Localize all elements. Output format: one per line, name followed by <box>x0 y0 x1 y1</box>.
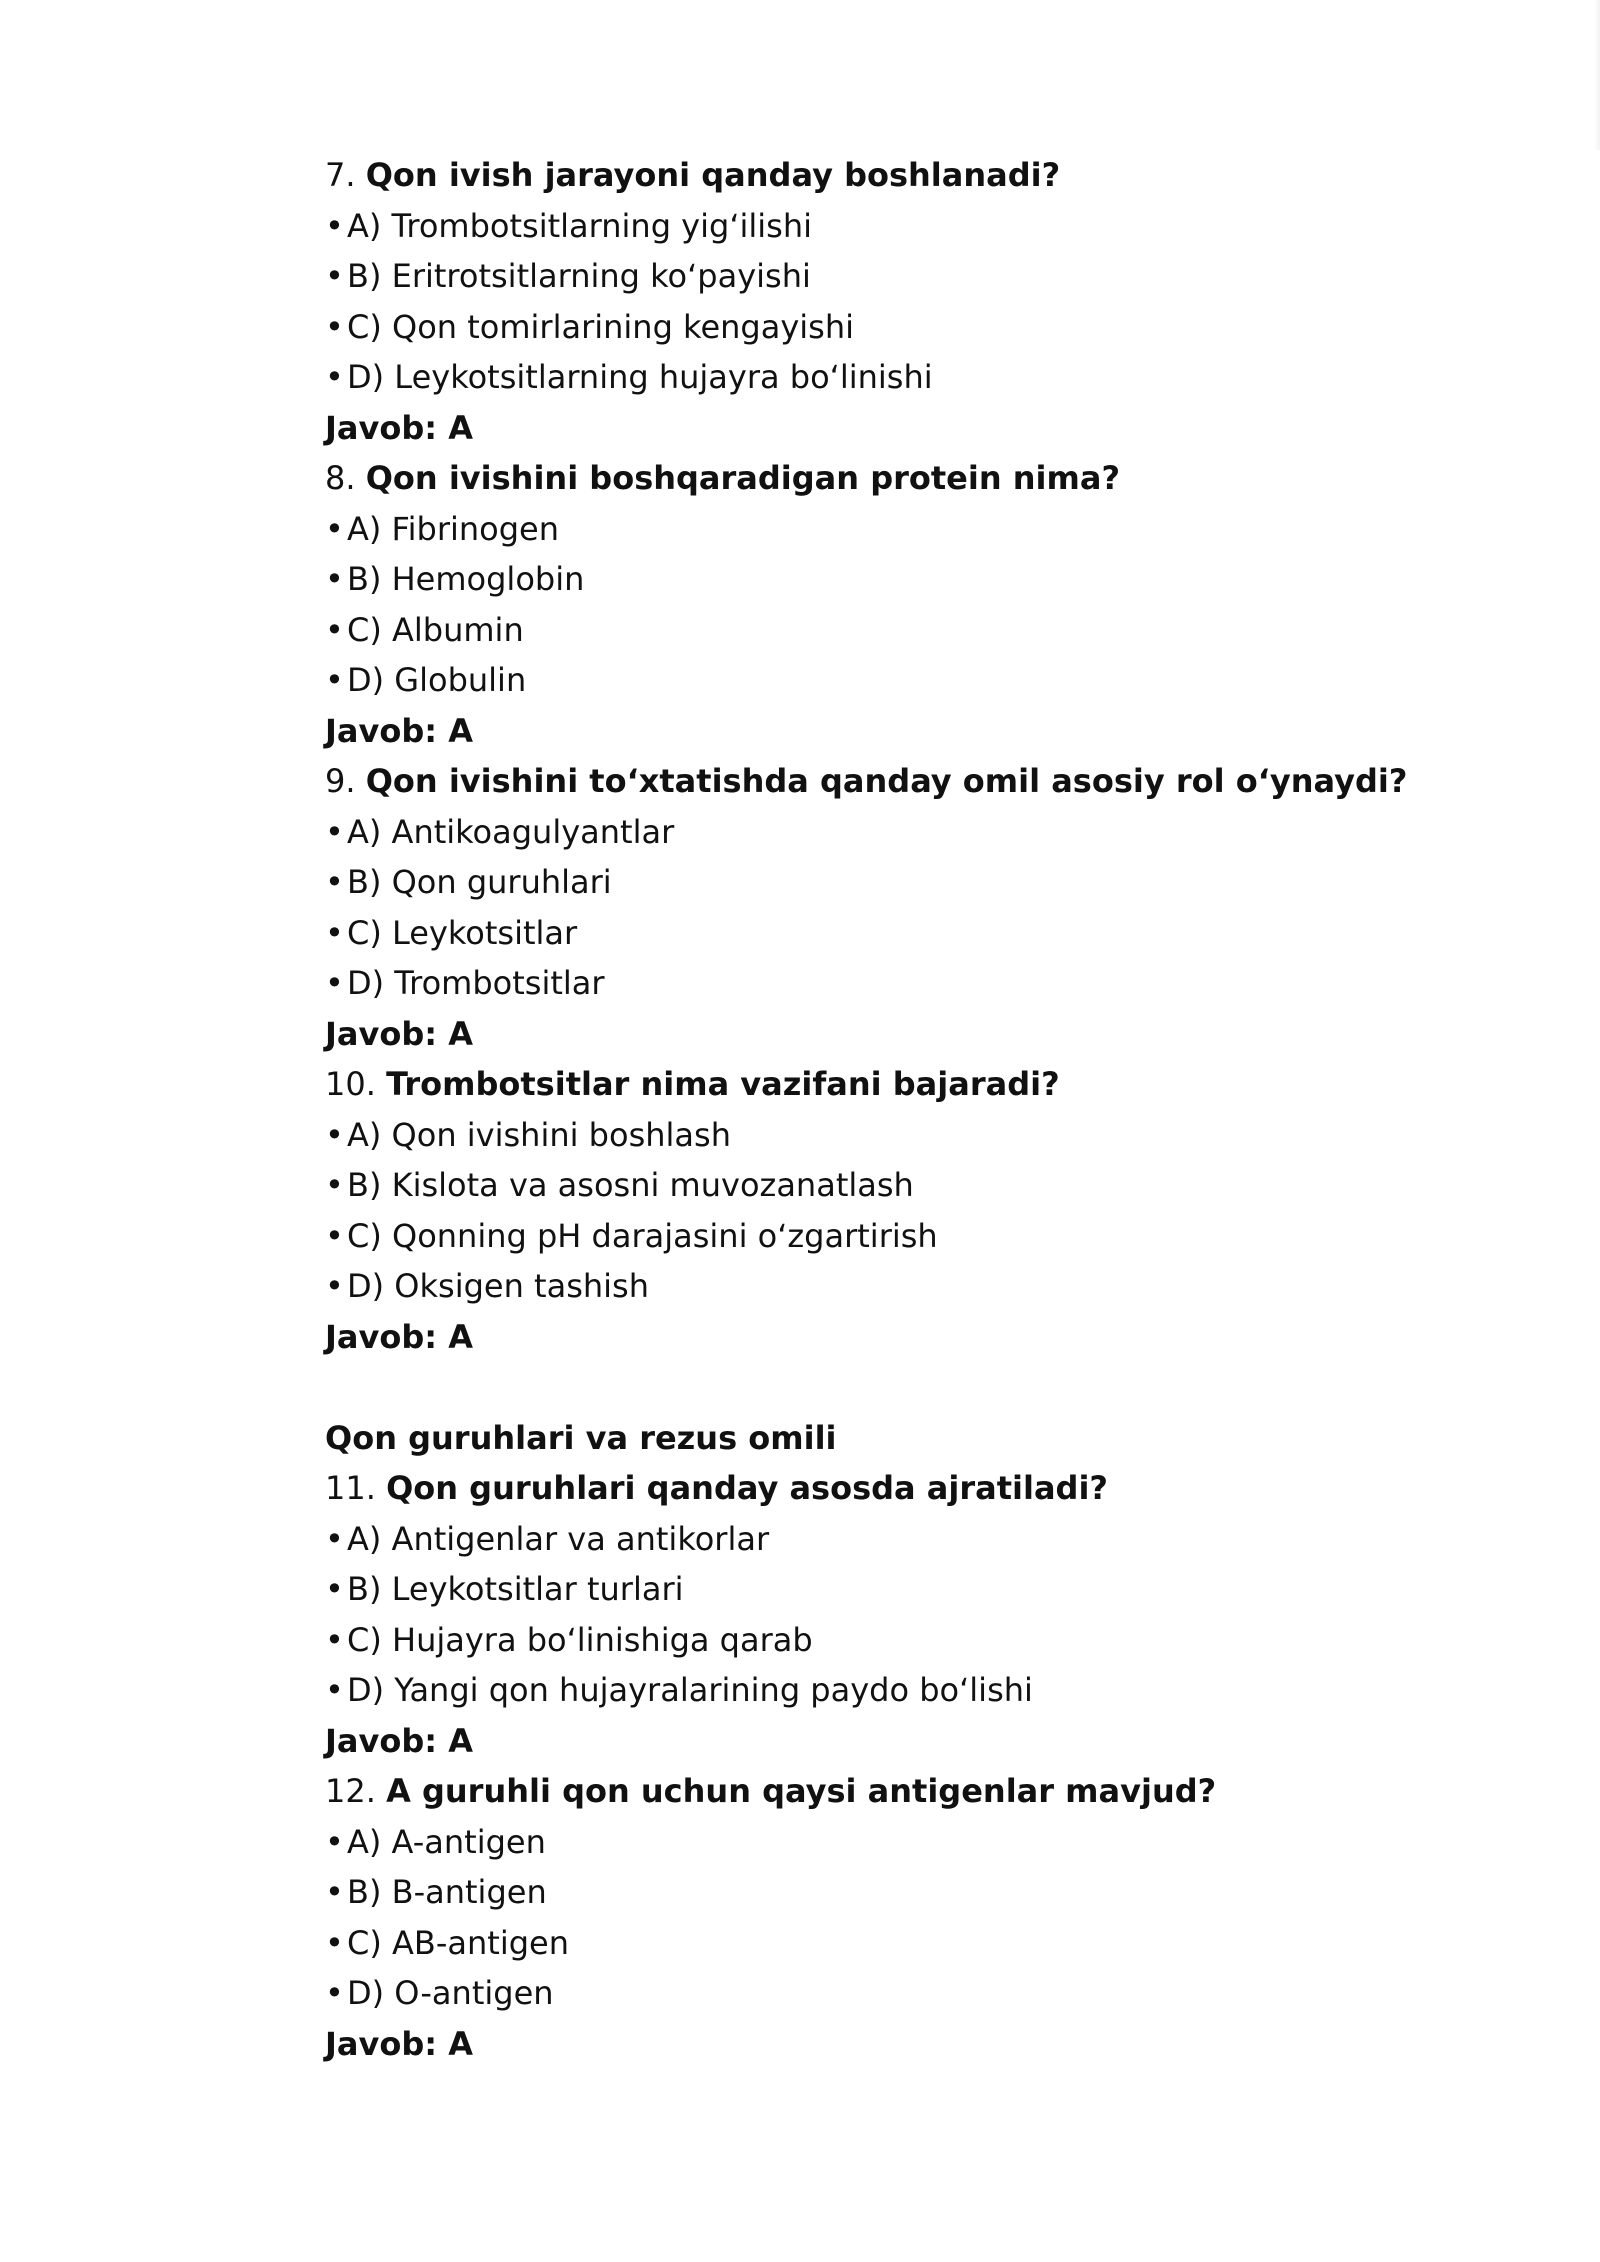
section-spacer <box>325 1362 1325 1413</box>
option-text: B) Leykotsitlar turlari <box>347 1570 684 1608</box>
option-text: D) Trombotsitlar <box>347 964 605 1002</box>
option-item <box>325 1160 1325 1211</box>
option-text: D) Globulin <box>347 661 527 699</box>
option-text: B) Hemoglobin <box>347 560 585 598</box>
option-text: B) Kislota va asosni muvozanatlash <box>347 1166 914 1204</box>
question-12 <box>325 1766 1325 1817</box>
option-item <box>325 302 1325 353</box>
bullet-icon: • <box>325 863 344 901</box>
option-item <box>325 201 1325 252</box>
question-text: Qon ivishini boshqaradigan protein nima? <box>365 459 1120 497</box>
option-text: B) Eritrotsitlarning ko‘payishi <box>347 257 811 295</box>
question-8 <box>325 453 1325 504</box>
option-item <box>325 1968 1325 2019</box>
question-7 <box>325 150 1325 201</box>
bullet-icon: • <box>325 206 344 245</box>
bullet-icon: • <box>325 1873 344 1911</box>
option-text: A) Antikoagulyantlar <box>347 812 675 851</box>
bullet-icon: • <box>325 964 344 1002</box>
option-item <box>325 1564 1325 1615</box>
bullet-icon: • <box>325 1570 344 1608</box>
bullet-icon: • <box>325 1216 344 1255</box>
bullet-icon: • <box>325 358 344 396</box>
option-item <box>325 1615 1325 1666</box>
bullet-icon: • <box>325 1671 344 1709</box>
answer-line: Javob: A <box>325 1317 473 1356</box>
question-number: 10. <box>325 1065 376 1103</box>
option-item <box>325 1867 1325 1918</box>
question-number: 7. <box>325 156 356 194</box>
option-text: A) Trombotsitlarning yig‘ilishi <box>347 206 812 245</box>
bullet-icon: • <box>325 1822 344 1861</box>
option-item <box>325 504 1325 555</box>
bullet-icon: • <box>325 812 344 851</box>
question-number: 8. <box>325 459 356 497</box>
answer-line: Javob: A <box>325 408 473 447</box>
bullet-icon: • <box>325 661 344 699</box>
page-edge-shadow <box>1594 0 1600 150</box>
answer-line: Javob: A <box>325 1014 473 1053</box>
option-text: D) Leykotsitlarning hujayra bo‘linishi <box>347 358 933 396</box>
option-item <box>325 1211 1325 1262</box>
option-item <box>325 807 1325 858</box>
option-item <box>325 352 1325 403</box>
option-item <box>325 1110 1325 1161</box>
question-text: Qon ivish jarayoni qanday boshlanadi? <box>365 156 1061 194</box>
bullet-icon: • <box>325 257 344 295</box>
option-item <box>325 857 1325 908</box>
question-text: A guruhli qon uchun qaysi antigenlar mavjud? <box>386 1772 1217 1810</box>
bullet-icon: • <box>325 1620 344 1659</box>
section-heading: Qon guruhlari va rezus omili <box>325 1418 837 1457</box>
option-text: B) Qon guruhlari <box>347 863 612 901</box>
question-number: 12. <box>325 1772 376 1810</box>
bullet-icon: • <box>325 1923 344 1962</box>
option-text: A) Fibrinogen <box>347 509 560 548</box>
question-11 <box>325 1463 1325 1514</box>
bullet-icon: • <box>325 307 344 346</box>
option-text: C) AB-antigen <box>347 1923 569 1962</box>
question-text: Trombotsitlar nima vazifani bajaradi? <box>386 1065 1060 1103</box>
question-number: 11. <box>325 1469 376 1507</box>
bullet-icon: • <box>325 610 344 649</box>
bullet-icon: • <box>325 913 344 952</box>
option-text: C) Qon tomirlarining kengayishi <box>347 307 854 346</box>
option-text: C) Qonning pH darajasini o‘zgartirish <box>347 1216 938 1255</box>
option-text: A) Antigenlar va antikorlar <box>347 1519 770 1558</box>
question-number: 9. <box>325 762 356 800</box>
option-item <box>325 958 1325 1009</box>
option-item <box>325 1918 1325 1969</box>
option-item <box>325 605 1325 656</box>
answer-line: Javob: A <box>325 2024 473 2063</box>
option-text: C) Albumin <box>347 610 524 649</box>
bullet-icon: • <box>325 1115 344 1154</box>
option-text: D) Oksigen tashish <box>347 1267 649 1305</box>
option-text: A) A-antigen <box>347 1822 546 1861</box>
option-item <box>325 251 1325 302</box>
option-item <box>325 1665 1325 1716</box>
option-item <box>325 1817 1325 1868</box>
option-text: A) Qon ivishini boshlash <box>347 1115 731 1154</box>
option-item <box>325 655 1325 706</box>
question-text: Qon ivishini to‘xtatishda qanday omil asosiy rol o‘ynaydi? <box>365 762 1408 800</box>
question-text: Qon guruhlari qanday asosda ajratiladi? <box>386 1469 1108 1507</box>
option-item <box>325 1261 1325 1312</box>
option-text: D) O-antigen <box>347 1974 554 2012</box>
bullet-icon: • <box>325 1974 344 2012</box>
bullet-icon: • <box>325 1267 344 1305</box>
option-item <box>325 554 1325 605</box>
bullet-icon: • <box>325 560 344 598</box>
option-item <box>325 908 1325 959</box>
option-item <box>325 1514 1325 1565</box>
question-9 <box>325 756 1408 807</box>
bullet-icon: • <box>325 1166 344 1204</box>
option-text: D) Yangi qon hujayralarining paydo bo‘lishi <box>347 1671 1033 1709</box>
question-10 <box>325 1059 1325 1110</box>
answer-line: Javob: A <box>325 711 473 750</box>
bullet-icon: • <box>325 1519 344 1558</box>
answer-line: Javob: A <box>325 1721 473 1760</box>
bullet-icon: • <box>325 509 344 548</box>
option-text: B) B-antigen <box>347 1873 547 1911</box>
option-text: C) Hujayra bo‘linishiga qarab <box>347 1620 813 1659</box>
option-text: C) Leykotsitlar <box>347 913 578 952</box>
quiz-content <box>325 150 1408 2069</box>
